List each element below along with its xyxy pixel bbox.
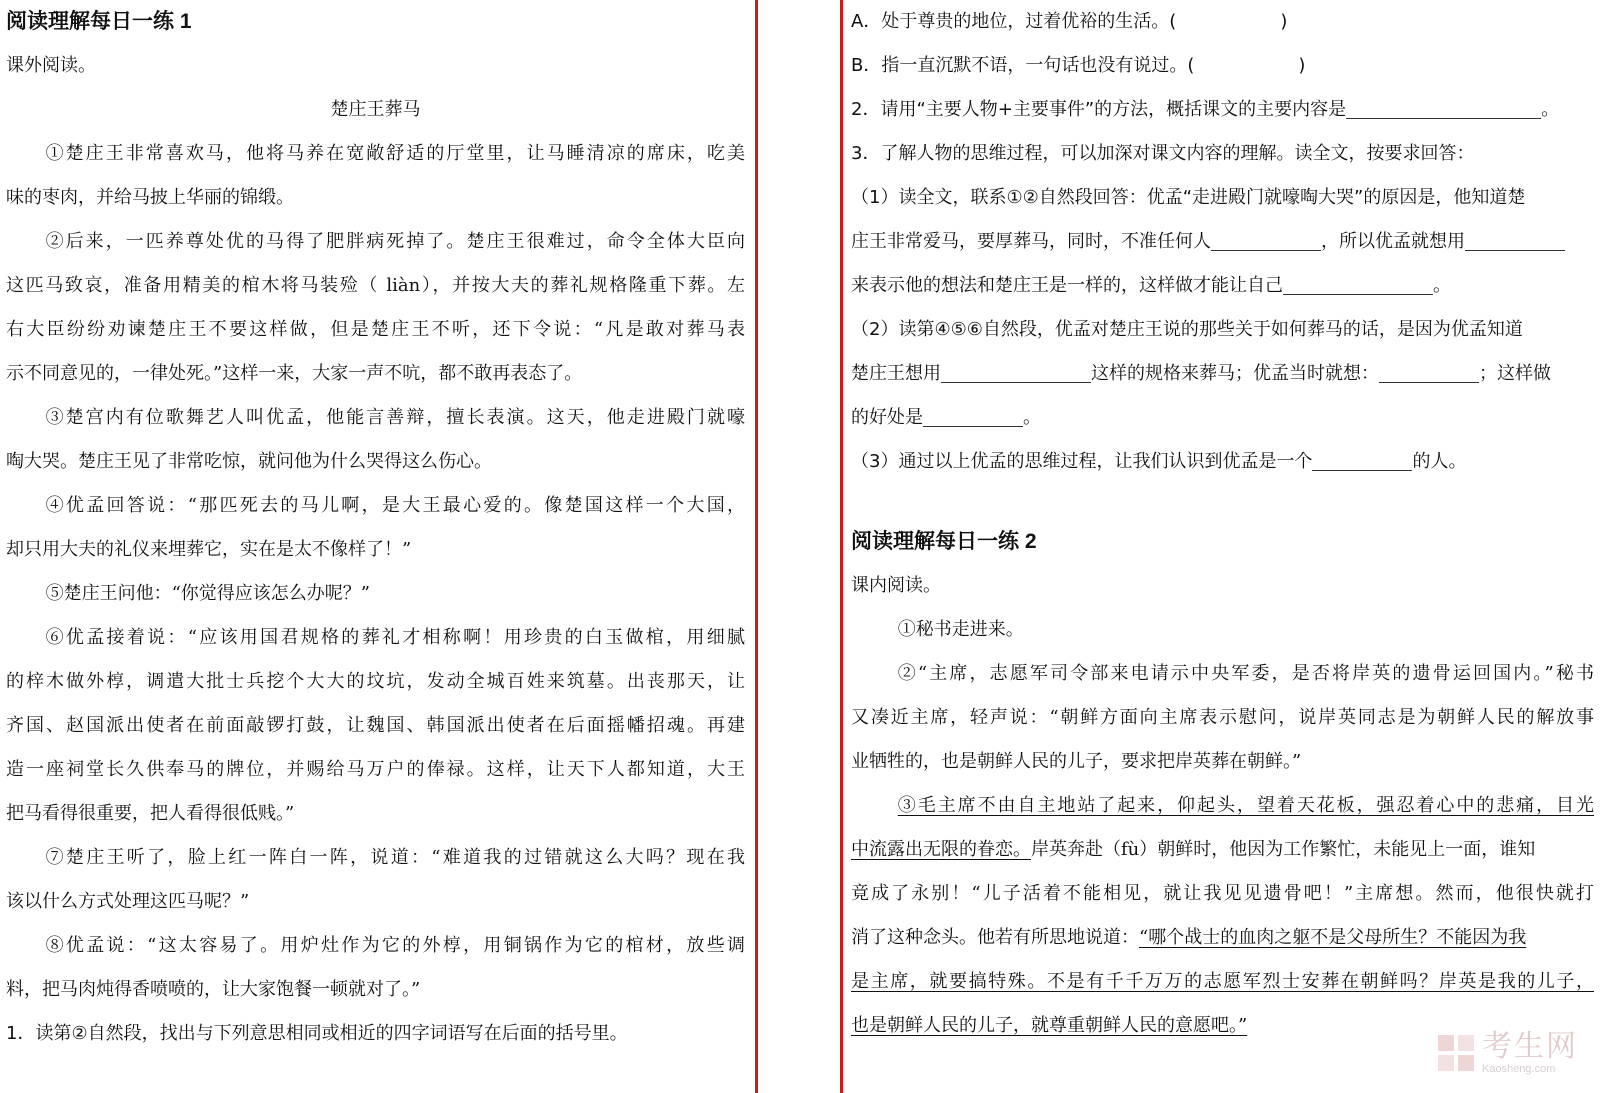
question-1a-text: A．处于尊贵的地位，过着优裕的生活。( (851, 11, 1177, 32)
question-3-1-line-3 (851, 264, 1594, 308)
answer-blank[interactable] (941, 358, 1091, 383)
passage-line: 竟成了永别！“儿子活着不能相见，就让我见见遗骨吧！”主席想。然而，他很快就打 (851, 883, 1594, 904)
story-line: ⑥优孟接着说：“应该用国君规格的葬礼才相称啊！用珍贵的白玉做棺，用细腻 (45, 627, 745, 648)
reading-intro-2: 课内阅读。 (851, 575, 941, 596)
answer-blank[interactable] (1346, 94, 1541, 119)
answer-blank[interactable] (1283, 270, 1433, 295)
question-text: 来表示他的想法和楚庄王是一样的，这样做才能让自己 (851, 275, 1283, 296)
passage-line-underlined: ③毛主席不由自主地站了起来，仰起头，望着天花板，强忍着心中的悲痛，目光 (897, 795, 1594, 816)
watermark (1436, 1031, 1578, 1075)
story-title: 楚庄王葬马 (330, 99, 421, 120)
story-line: ①楚庄王非常喜欢马，他将马养在宽敞舒适的厅堂里，让马睡清凉的席床，吃美 (45, 143, 745, 164)
question-3-1-line-1: （1）读全文，联系①②自然段回答：优孟“走进殿门就嚎啕大哭”的原因是，他知道楚 (851, 187, 1526, 208)
question-text: 的好处是 (851, 407, 923, 428)
reading-intro: 课外阅读。 (6, 55, 96, 76)
exercise-title-1: 阅读理解每日一练 1 (6, 10, 192, 33)
question-2 (851, 88, 1594, 132)
passage-line: 又凑近主席，轻声说：“朝鲜方面向主席表示慰问，说岸英同志是为朝鲜人民的解放事 (851, 707, 1594, 728)
story-line: ⑤楚庄王问他：“你觉得应该怎么办呢？” (45, 583, 370, 604)
kaosheng-logo-icon (1436, 1033, 1476, 1073)
answer-blank[interactable] (1211, 226, 1321, 251)
question-3-1-line-2 (851, 220, 1594, 264)
story-line: ④优孟回答说：“那匹死去的马儿啊，是大王最心爱的。像楚国这样一个大国， (45, 495, 745, 516)
end-mark: 。 (1433, 275, 1451, 296)
answer-blank[interactable] (1312, 446, 1412, 471)
question-1: 1．读第②自然段，找出与下列意思相同或相近的四字词语写在后面的括号里。 (6, 1023, 628, 1044)
paren-close: ) (1280, 11, 1288, 32)
question-text: （3）通过以上优孟的思维过程，让我们认识到优孟是一个 (851, 451, 1313, 472)
story-line: 齐国、赵国派出使者在前面敲锣打鼓，让魏国、韩国派出使者在后面摇幡招魂。再建 (6, 715, 745, 736)
question-3-2-line-1: （2）读第④⑤⑥自然段，优孟对楚庄王说的那些关于如何葬马的话，是因为优孟知道 (851, 319, 1523, 340)
story-line: 右大臣纷纷劝谏楚庄王不要这样做，但是楚庄王不听，还下令说：“凡是敢对葬马表 (6, 319, 745, 340)
end-mark: 。 (1023, 407, 1041, 428)
passage-line (851, 916, 1594, 960)
story-line: ②后来，一匹养尊处优的马得了肥胖病死掉了。楚庄王很难过，命令全体大臣向 (45, 231, 745, 252)
exercise-title-2: 阅读理解每日一练 2 (851, 530, 1037, 553)
story-line: ③楚宫内有位歌舞艺人叫优孟，他能言善辩，擅长表演。这天，他走进殿门就嚎 (45, 407, 745, 428)
story-line: 该以什么方式处理这匹马呢？” (6, 891, 250, 912)
watermark-text: 考生网 (1482, 1029, 1578, 1064)
question-1a (851, 0, 1594, 44)
story-line: 料，把马肉炖得香喷喷的，让大家饱餐一顿就对了。” (6, 979, 421, 1000)
question-text: ；这样做 (1479, 363, 1551, 384)
answer-blank[interactable] (923, 402, 1023, 427)
right-page (845, 0, 1600, 1093)
question-3-2-line-3 (851, 396, 1594, 440)
question-3: 3．了解人物的思维过程，可以加深对课文内容的理解。读全文，按要求回答： (851, 143, 1475, 164)
watermark-url: Kaosheng.com (1482, 1063, 1556, 1075)
passage-text: 岸英奔赴（fù）朝鲜时，他因为工作繁忙，未能见上一面，谁知 (1031, 839, 1536, 860)
question-text: ，所以优孟就想用 (1321, 231, 1465, 252)
question-text: 的人。 (1412, 451, 1467, 472)
answer-blank[interactable] (1379, 358, 1479, 383)
story-line: 的梓木做外椁，调遣大批士兵挖个大大的坟坑，发动全城百姓来筑墓。出丧那天，让 (6, 671, 745, 692)
page-divider-right (840, 0, 843, 1093)
paren-close: ) (1298, 55, 1306, 76)
story-line: ⑧优孟说：“这太容易了。用炉灶作为它的外椁，用铜锅作为它的棺材，放些调 (45, 935, 745, 956)
left-page (0, 0, 755, 1093)
question-text: 庄王非常爱马，要厚葬马，同时，不准任何人 (851, 231, 1211, 252)
question-2-text: 2．请用“主要人物+主要事件”的方法，概括课文的主要内容是 (851, 99, 1347, 120)
underlined-text: 中流露出无限的眷恋。 (851, 839, 1031, 860)
story-line: 把马看得很重要，把人看得很低贱。” (6, 803, 295, 824)
page-divider-left (755, 0, 758, 1093)
passage-line: ②“主席，志愿军司令部来电请示中央军委，是否将岸英的遗骨运回国内。”秘书 (897, 663, 1594, 684)
story-line: 这匹马致哀，准备用精美的棺木将马装殓（ liàn），并按大夫的葬礼规格隆重下葬。左 (6, 275, 745, 296)
question-3-3 (851, 440, 1594, 484)
story-line: 造一座祠堂长久供奉马的牌位，并赐给马万户的俸禄。这样，让天下人都知道，大王 (6, 759, 745, 780)
passage-line: ①秘书走进来。 (897, 619, 1024, 640)
answer-blank[interactable] (1465, 226, 1565, 251)
question-1b-text: B．指一直沉默不语，一句话也没有说过。( (851, 55, 1195, 76)
story-line: 啕大哭。楚庄王见了非常吃惊，就问他为什么哭得这么伤心。 (6, 451, 492, 472)
question-3-2-line-2 (851, 352, 1594, 396)
story-line: ⑦楚庄王听了，脸上红一阵白一阵，说道：“难道我的过错就这么大吗？现在我 (45, 847, 745, 868)
passage-line-underlined: 也是朝鲜人民的儿子，就尊重朝鲜人民的意愿吧。” (851, 1015, 1248, 1036)
end-mark: 。 (1541, 99, 1560, 120)
story-line: 示不同意见的，一律处死。”这样一来，大家一声不吭，都不敢再表态了。 (6, 363, 583, 384)
question-text: 楚庄王想用 (851, 363, 941, 384)
passage-line: 业牺牲的，也是朝鲜人民的儿子，要求把岸英葬在朝鲜。” (851, 751, 1302, 772)
question-text: 这样的规格来葬马；优孟当时就想： (1091, 363, 1379, 384)
story-line: 却只用大夫的礼仪来埋葬它，实在是太不像样了！” (6, 539, 412, 560)
story-line: 味的枣肉，并给马披上华丽的锦缎。 (6, 187, 294, 208)
passage-text: 消了这种念头。他若有所思地说道： (851, 927, 1139, 948)
passage-line-underlined: 是主席，就要搞特殊。不是有千千万万的志愿军烈士安葬在朝鲜吗？岸英是我的儿子， (851, 971, 1594, 992)
underlined-text: “哪个战士的血肉之躯不是父母所生？不能因为我 (1139, 927, 1527, 948)
question-1b (851, 44, 1594, 88)
passage-line (851, 828, 1594, 872)
